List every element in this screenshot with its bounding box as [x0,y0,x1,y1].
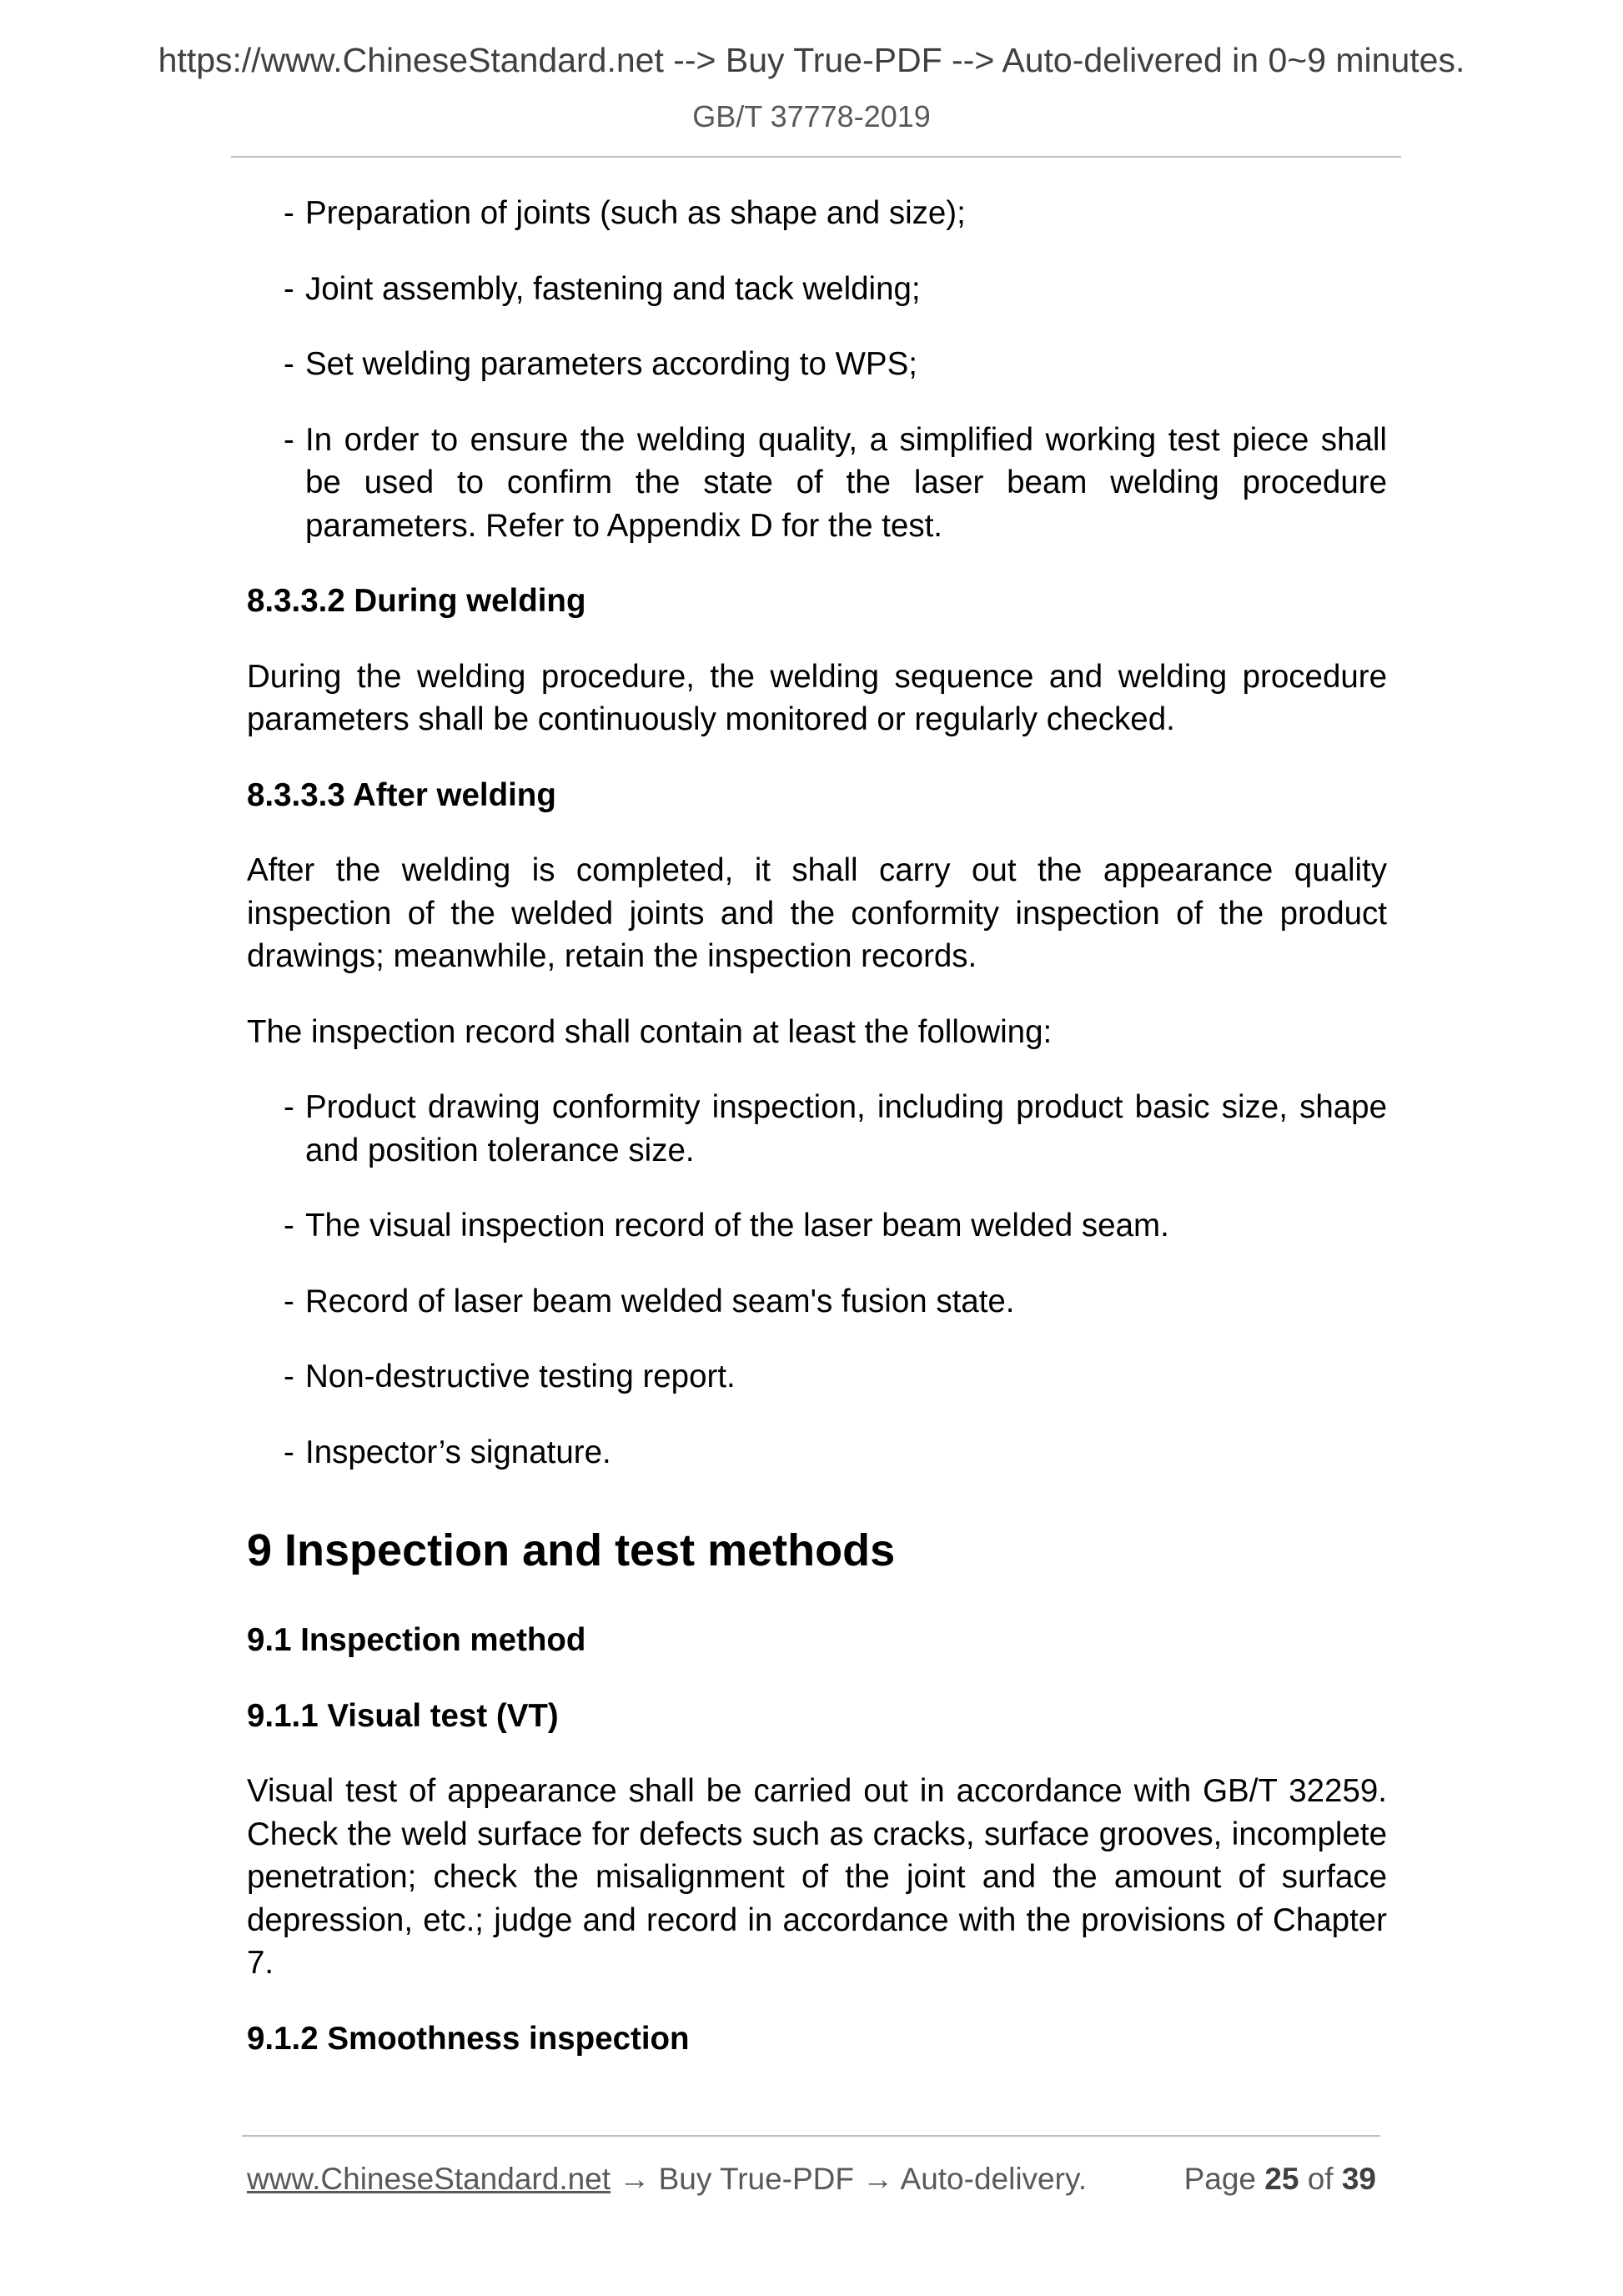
top-banner: https://www.ChineseStandard.net --> Buy True-PDF --> Auto-delivered in 0~9 minutes. [158,41,1465,79]
list-item-text: The visual inspection record of the laser beam welded seam. [305,1208,1169,1243]
list-item-text: Preparation of joints (such as shape and size); [305,195,966,231]
list-item-text: In order to ensure the welding quality, a simplified working test piece shall be used to confirm the state of the laser beam welding procedure parameters. Refer to Appendix D for the test. [305,421,1387,544]
bullet-dash: - [284,1434,294,1470]
bullet-dash: - [284,1089,294,1125]
paragraph-during-welding: During the welding procedure, the welding sequence and welding procedure parameters shall be continuously monitored or regularly checked. [247,658,1387,737]
bullet-dash: - [284,195,294,231]
list-item [247,1431,1387,1475]
list-item [247,1204,1387,1248]
paragraph-record-contents: The inspection record shall contain at least the following: [247,1013,1053,1050]
page-number: 25 [1264,2162,1299,2196]
section-heading-9-1-2: 9.1.2 Smoothness inspection [247,2020,690,2057]
list-item-text: Record of laser beam welded seam's fusion state. [305,1283,1015,1319]
page-label: Page [1183,2162,1256,2196]
header-divider [231,156,1401,158]
bullet-dash: - [284,1283,294,1319]
section-heading-9-1-1: 9.1.1 Visual test (VT) [247,1697,559,1734]
list-item [247,1086,1387,1172]
list-item [247,268,1387,311]
list-item-text: Set welding parameters according to WPS; [305,346,917,382]
page-content [247,192,1387,2093]
list-item-text: Inspector’s signature. [305,1434,611,1470]
bullet-dash: - [284,421,294,458]
footer-tagline: → Buy True-PDF → Auto-delivery. [611,2162,1087,2196]
document-code: GB/T 37778-2019 [692,99,931,133]
list-item [247,192,1387,235]
list-item-text: Non-destructive testing report. [305,1359,736,1394]
list-item-text: Product drawing conformity inspection, including product basic size, shape and position tolerance size. [305,1089,1387,1168]
chapter-heading-9: 9 Inspection and test methods [247,1525,896,1575]
bullet-dash: - [284,270,294,307]
list-item [247,419,1387,548]
list-item [247,1355,1387,1399]
footer-divider [242,2135,1380,2137]
bullet-dash: - [284,346,294,382]
bullet-dash: - [284,1359,294,1394]
paragraph-after-welding: After the welding is completed, it shall carry out the appearance quality inspection of the welded joints and the conformity inspection of the product drawings; meanwhile, retain the inspection records. [247,852,1387,974]
list-item [247,1280,1387,1324]
bullet-dash: - [284,1208,294,1243]
page-of-label: of [1307,2162,1334,2196]
section-heading-8-3-3-2: 8.3.3.2 During welding [247,583,586,619]
section-heading-8-3-3-3: 8.3.3.3 After welding [247,776,556,813]
footer-site-link[interactable]: www.ChineseStandard.net [247,2162,611,2196]
section-heading-9-1: 9.1 Inspection method [247,1622,586,1658]
page-indicator [1184,2163,1376,2194]
list-item [247,343,1387,386]
list-item-text: Joint assembly, fastening and tack welding; [305,270,921,307]
page-total: 39 [1341,2162,1376,2196]
footer-left [247,2163,1087,2194]
paragraph-visual-test: Visual test of appearance shall be carried out in accordance with GB/T 32259. Check the weld surface for defects such as cracks, surface grooves, incomplete penetration; check the misalignment of the joint and the amount of surface depression, etc.; judge and record in accordance with the provisions of Chapter 7. [247,1773,1387,1981]
